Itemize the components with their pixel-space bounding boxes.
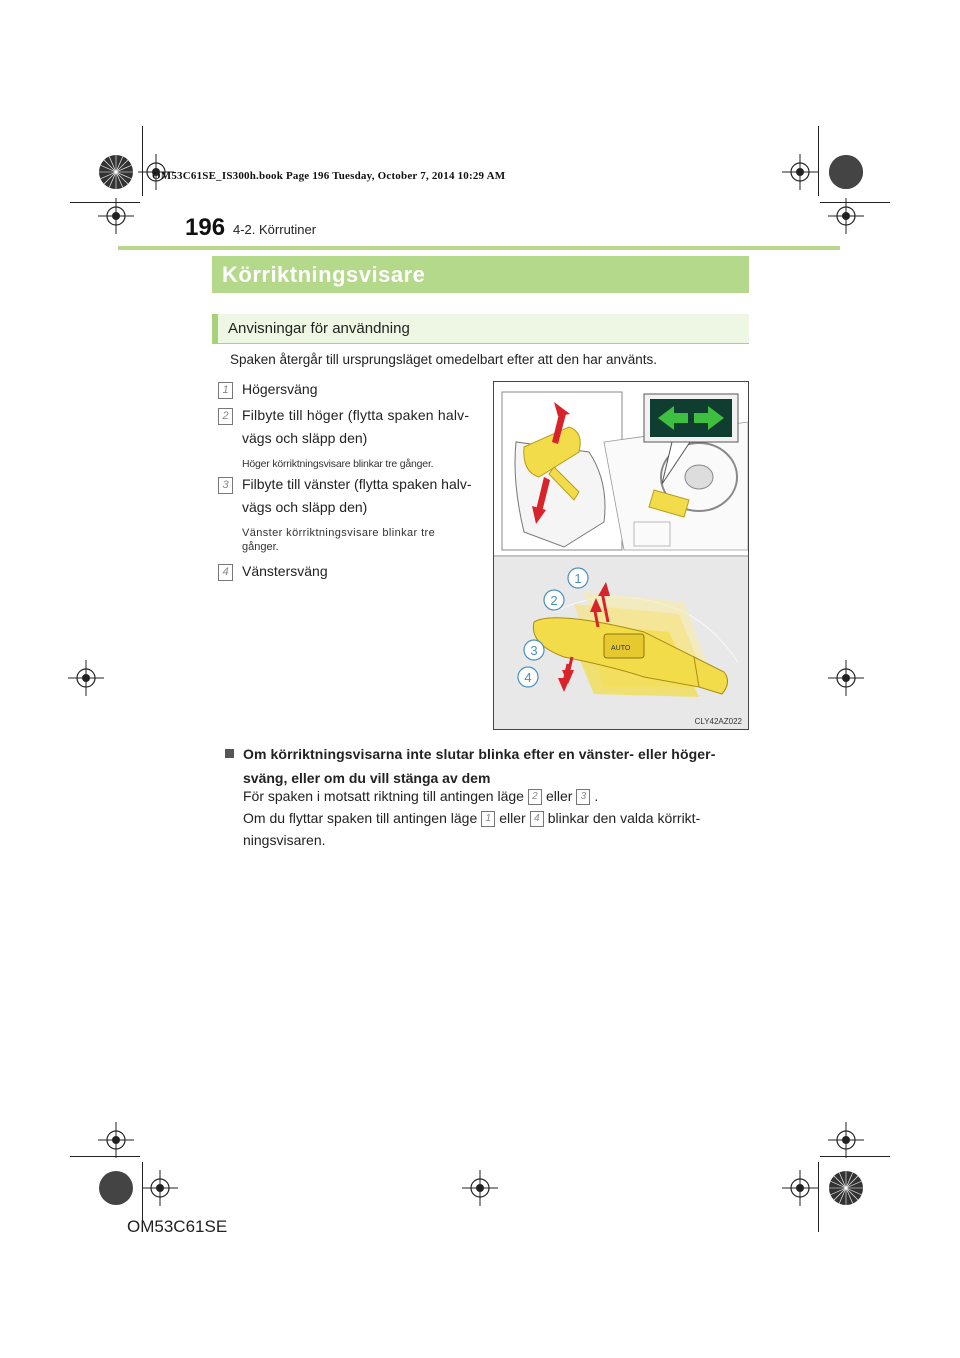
trim-mark <box>818 1162 819 1232</box>
figure-code: CLY42AZ022 <box>694 717 742 726</box>
header-rule <box>118 246 840 250</box>
registration-mark-icon <box>68 660 104 696</box>
starburst-mark-icon <box>828 1170 864 1206</box>
registration-mark-icon <box>142 1170 178 1206</box>
page-title: Körriktningsvisare <box>212 256 749 293</box>
registration-mark-icon <box>828 198 864 234</box>
note-heading-text: Om körriktningsvisarna inte slutar blinka efter en vänster- eller höger- <box>243 746 716 762</box>
item-note: Höger körriktningsvisare blinkar tre gånger. <box>242 458 434 470</box>
item-text: Filbyte till höger (flytta spaken halv- <box>242 407 470 423</box>
subsection-title: Anvisningar för användning <box>212 314 749 343</box>
item-number-badge: 1 <box>218 382 233 399</box>
callout-4-label: 4 <box>524 670 532 685</box>
note-text: . <box>594 788 599 804</box>
item-text: Filbyte till vänster (flytta spaken halv- <box>242 476 472 492</box>
auto-label: AUTO <box>611 645 631 652</box>
item-note: Vänster körriktningsvisare blinkar tre <box>242 527 436 539</box>
print-header: OM53C61SE_IS300h.book Page 196 Tuesday, October 7, 2014 10:29 AM <box>152 170 506 182</box>
footer-code: OM53C61SE <box>127 1217 228 1236</box>
inline-number-badge: 4 <box>530 811 544 827</box>
starburst-mark-icon <box>98 154 134 190</box>
starburst-mark-icon <box>98 1170 134 1206</box>
note-line <box>243 807 700 829</box>
square-bullet-icon <box>225 749 234 758</box>
inline-number-badge: 1 <box>481 811 495 827</box>
note-line: ningsvisaren. <box>243 832 326 848</box>
registration-mark-icon <box>782 154 818 190</box>
item-number-badge: 2 <box>218 408 233 425</box>
wheel-hub <box>685 465 713 489</box>
callout-1-label: 1 <box>574 571 582 586</box>
starburst-mark-icon <box>828 154 864 190</box>
registration-mark-icon <box>782 1170 818 1206</box>
registration-mark-icon <box>828 660 864 696</box>
turn-signal-illustration <box>493 381 749 730</box>
note-text: blinkar den valda körrikt- <box>547 810 701 826</box>
item-note: gånger. <box>242 541 279 553</box>
registration-mark-icon <box>462 1170 498 1206</box>
figure-drawing <box>494 382 748 729</box>
note-text: Om du flyttar spaken till antingen läge <box>243 810 478 826</box>
item-text: Vänstersväng <box>242 563 328 579</box>
inline-number-badge: 2 <box>528 789 542 805</box>
item-number-badge: 3 <box>218 477 233 494</box>
item-text: Högersväng <box>242 381 318 397</box>
note-line <box>243 785 598 807</box>
callout-2-label: 2 <box>550 593 558 608</box>
note-text: eller <box>545 788 573 804</box>
note-text: För spaken i motsatt riktning till antingen läge <box>243 788 524 804</box>
note-heading <box>225 742 749 790</box>
intro-text: Spaken återgår till ursprungsläget omedelbart efter att den har använts. <box>230 352 658 367</box>
item-number-badge: 4 <box>218 564 233 581</box>
registration-mark-icon <box>828 1122 864 1158</box>
note-text: eller <box>499 810 526 826</box>
inline-number-badge: 3 <box>576 789 590 805</box>
page-number: 196 <box>185 214 226 241</box>
callout-3-label: 3 <box>530 643 538 658</box>
section-label: 4-2. Körrutiner <box>233 222 317 237</box>
registration-mark-icon <box>98 1122 134 1158</box>
item-text: vägs och släpp den) <box>242 499 368 515</box>
note-heading-line: sväng, eller om du vill stänga av dem <box>243 770 491 786</box>
registration-mark-icon <box>98 198 134 234</box>
trim-mark <box>818 126 819 196</box>
item-text: vägs och släpp den) <box>242 430 368 446</box>
subsection-rule <box>212 343 749 344</box>
note-heading-line <box>225 742 749 766</box>
